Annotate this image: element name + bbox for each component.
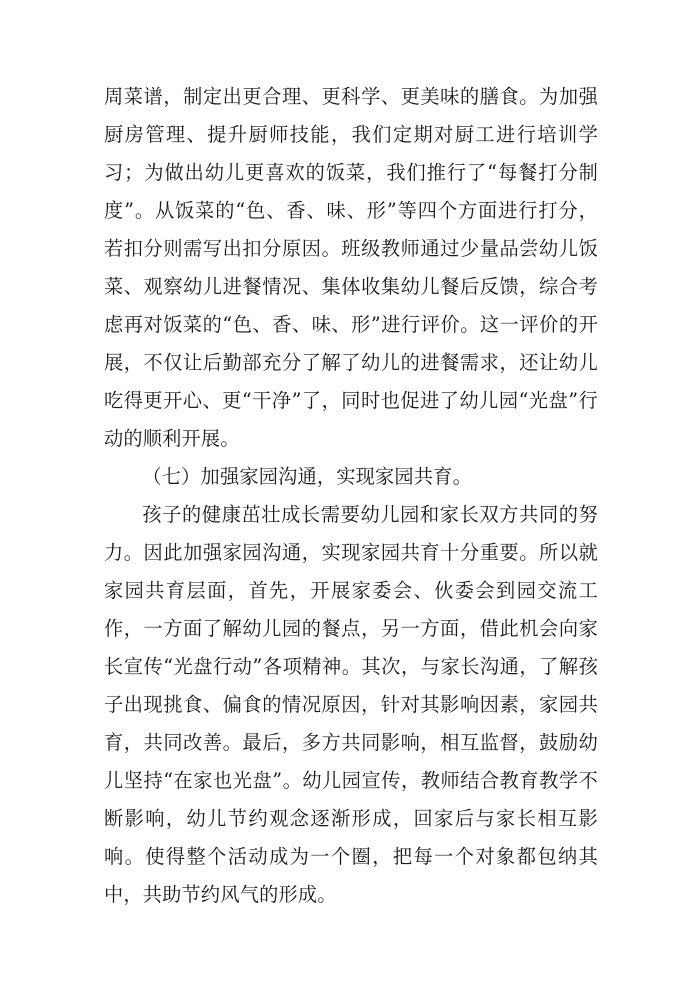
document-text-block bbox=[104, 78, 598, 914]
paragraph-home-school-cooperation: 孩子的健康茁壮成长需要幼儿园和家长双方共同的努力。因此加强家园沟通，实现家园共育十分重要。所以就家园共育层面，首先，开展家委会、伙委会到园交流工作，一方面了解幼儿园的餐点，另一方面，借此机会向家长宣传“光盘行动”各项精神。其次，与家长沟通，了解孩子出现挑食、偏食的情况原因，针对其影响因素，家园共育，共同改善。最后，多方共同影响，相互监督，鼓励幼儿坚持“在家也光盘”。幼儿园宣传，教师结合教育教学不断影响，幼儿节约观念逐渐形成，回家后与家长相互影响。使得整个活动成为一个圈，把每一个对象都包纳其中，共助节约风气的形成。 bbox=[104, 503, 598, 906]
section-heading-seven: （七）加强家园沟通，实现家园共育。 bbox=[142, 465, 472, 488]
paragraph-continuation: 周菜谱，制定出更合理、更科学、更美味的膳食。为加强厨房管理、提升厨师技能，我们定期对厨工进行培训学习；为做出幼儿更喜欢的饭菜，我们推行了“每餐打分制度”。从饭菜的“色、香、味、形”等四个方面进行打分，若扣分则需写出扣分原因。班级教师通过少量品尝幼儿饭菜、观察幼儿进餐情况、集体收集幼儿餐后反馈，综合考虑再对饭菜的“色、香、味、形”进行评价。这一评价的开展，不仅让后勤部充分了解了幼儿的进餐需求，还让幼儿吃得更开心、更“干净”了，同时也促进了幼儿园“光盘”行动的顺利开展。 bbox=[104, 85, 598, 450]
